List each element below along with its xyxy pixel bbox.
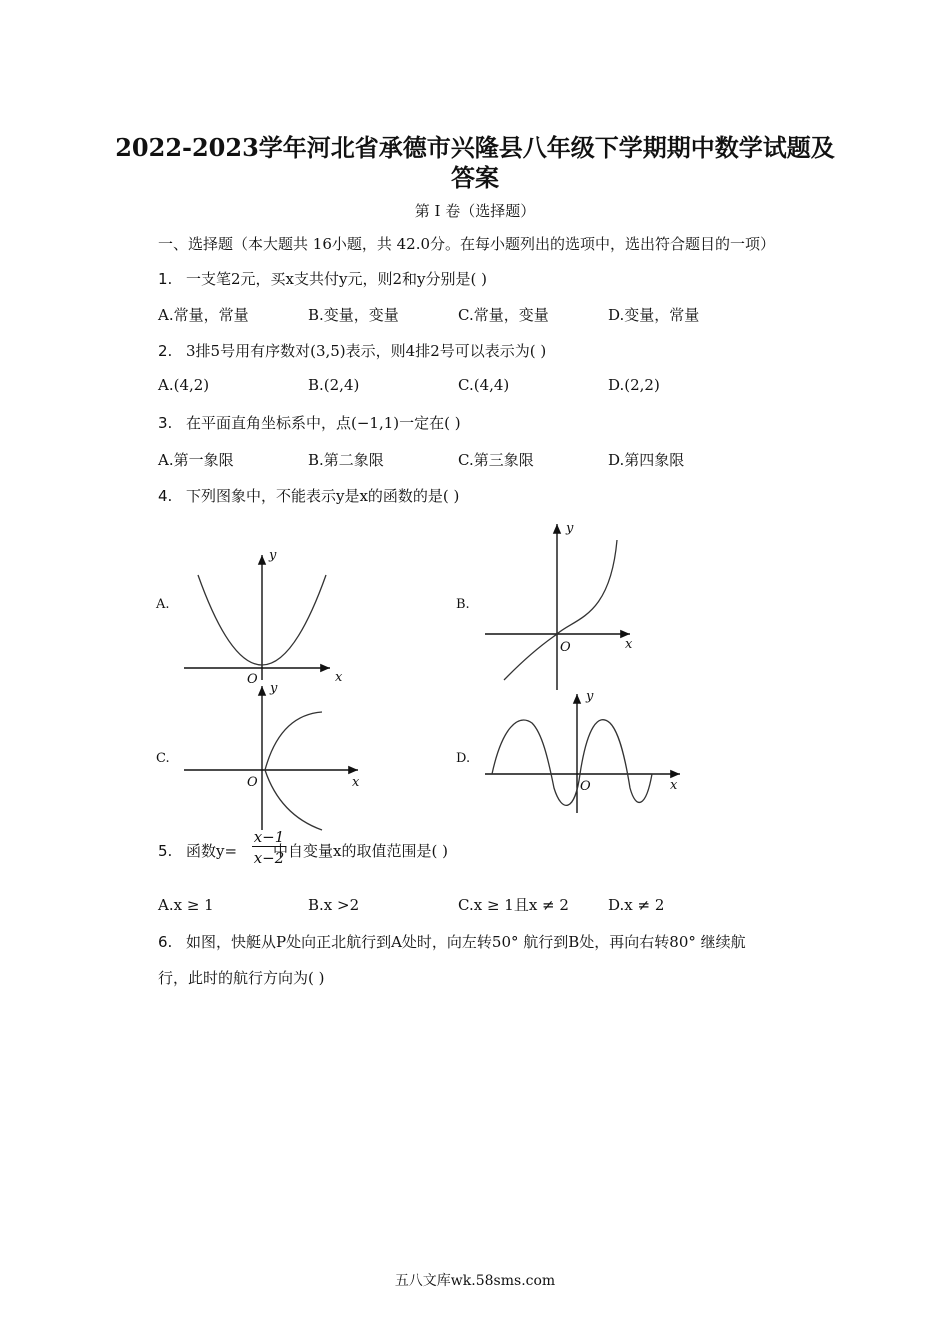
section-heading: 一、选择题（本大题共 16小题，共 42.0分。在每小题列出的选项中，选出符合题目的一项） — [158, 235, 776, 253]
origin-label: O — [560, 640, 571, 655]
question-1-options — [158, 304, 758, 325]
option-d: D.(2,2) — [608, 376, 660, 394]
question-3 — [158, 412, 461, 433]
footer-watermark: 五八文库wk.58sms.com — [394, 1273, 556, 1289]
graph-a — [180, 545, 360, 685]
option-d: D.x ≠ 2 — [608, 896, 665, 914]
question-text: 下列图象中，不能表示y是x的函数的是( ) — [186, 487, 460, 505]
option-c: C.常量，变量 — [458, 306, 549, 324]
graph-c-label: C. — [156, 751, 170, 766]
volume-heading: 第 I 卷（选择题） — [414, 202, 536, 220]
page-title-line1: 2022-2023学年河北省承德市兴隆县八年级下学期期中数学试题及 — [115, 133, 835, 162]
graph-b-label: B. — [456, 597, 470, 612]
question-5 — [158, 840, 448, 861]
question-number: 4. — [158, 487, 173, 505]
option-b: B.(2,4) — [308, 376, 360, 394]
y-axis-label: y — [270, 681, 278, 696]
y-axis-label: y — [586, 689, 594, 704]
question-1 — [158, 268, 487, 289]
option-b: B.变量，变量 — [308, 306, 399, 324]
x-axis-label: x — [335, 670, 343, 685]
question-3-options — [158, 449, 758, 470]
question-number: 2. — [158, 342, 173, 360]
option-a: A.(4,2) — [158, 376, 210, 394]
cubic-curve — [504, 540, 617, 680]
option-b: B.第二象限 — [308, 451, 384, 469]
x-axis-label: x — [352, 775, 360, 790]
fraction — [252, 828, 286, 869]
option-c: C.第三象限 — [458, 451, 534, 469]
option-c: C.x ≥ 1且x ≠ 2 — [458, 896, 569, 914]
question-4 — [158, 485, 459, 506]
option-a: A.常量，常量 — [158, 306, 249, 324]
origin-label: O — [247, 672, 258, 685]
question-2-options — [158, 376, 758, 394]
x-axis-label: x — [625, 637, 633, 652]
origin-label: O — [247, 775, 258, 790]
question-2 — [158, 340, 546, 361]
fraction-top: x−1 — [253, 828, 285, 846]
question-number: 6. — [158, 933, 173, 951]
option-a: A.x ≥ 1 — [158, 896, 214, 914]
page-title-line2: 答案 — [451, 163, 499, 192]
question-text-pre: 函数y= — [186, 842, 238, 860]
graph-b — [480, 518, 660, 693]
fraction-bottom: x−2 — [253, 849, 285, 867]
graph-d — [480, 688, 690, 818]
question-text: 一支笔2元，买x支共付y元，则2和y分别是( ) — [186, 270, 487, 288]
question-number: 1. — [158, 270, 173, 288]
question-text: 在平面直角坐标系中，点(−1,1)一定在( ) — [186, 414, 461, 432]
x-axis-label: x — [670, 778, 678, 793]
origin-label: O — [580, 779, 591, 794]
y-axis-label: y — [269, 548, 277, 563]
sine-curve — [492, 720, 660, 806]
option-d: D.变量，常量 — [608, 306, 700, 324]
question-6-continued: 行，此时的航行方向为( ) — [158, 969, 325, 987]
sideways-parabola — [265, 712, 322, 830]
question-6 — [158, 931, 746, 952]
question-text: 3排5号用有序数对(3,5)表示，则4排2号可以表示为( ) — [186, 342, 547, 360]
graph-c — [180, 680, 370, 835]
graph-d-label: D. — [456, 751, 471, 766]
question-text-post: 中自变量x的取值范围是( ) — [273, 842, 448, 860]
question-number: 5. — [158, 842, 173, 860]
question-number: 3. — [158, 414, 173, 432]
question-text: 如图，快艇从P处向正北航行到A处时，向左转50° 航行到B处，再向右转80° 继续航 — [186, 933, 746, 951]
option-b: B.x >2 — [308, 896, 360, 914]
option-c: C.(4,4) — [458, 376, 510, 394]
option-a: A.第一象限 — [158, 451, 234, 469]
graph-a-label: A. — [156, 597, 170, 612]
option-d: D.第四象限 — [608, 451, 685, 469]
y-axis-label: y — [566, 521, 574, 536]
question-5-options — [158, 894, 758, 915]
